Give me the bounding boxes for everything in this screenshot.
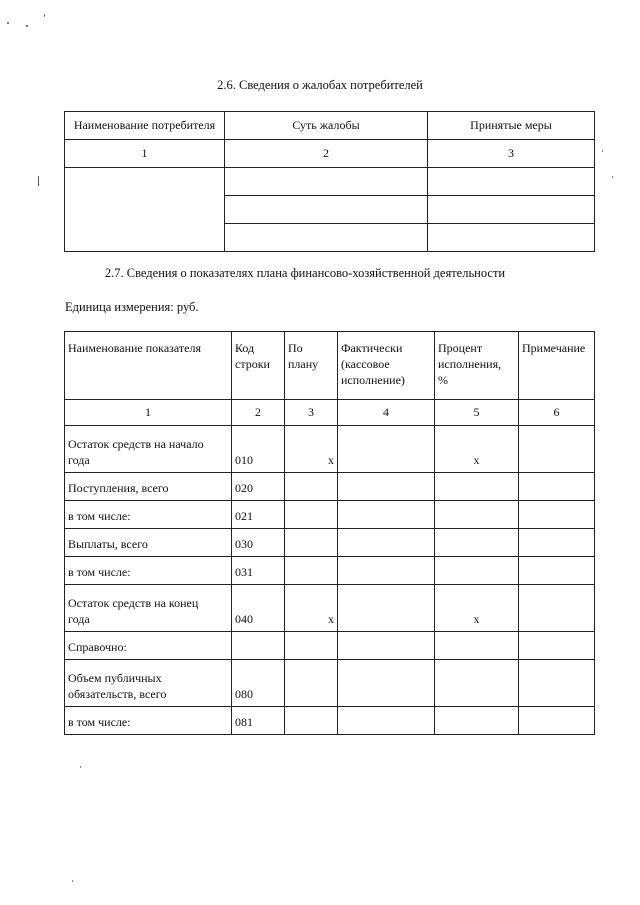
column-number: 6 — [519, 400, 595, 426]
complaints-header-row — [65, 112, 595, 140]
indicator-name: в том числе: — [65, 557, 232, 585]
scan-speck — [72, 880, 73, 882]
plan-value — [285, 660, 338, 707]
header-actual: Фактически (кассовое исполнение) — [338, 332, 435, 400]
plan-row — [65, 501, 595, 529]
plan-value — [285, 632, 338, 660]
section-26-title: 2.6. Сведения о жалобах потребителей — [217, 78, 423, 92]
note-value — [519, 660, 595, 707]
plan-value — [285, 501, 338, 529]
execution-percent — [435, 501, 519, 529]
complaint-cell — [225, 224, 428, 252]
note-value — [519, 501, 595, 529]
plan-row — [65, 473, 595, 501]
header-by-plan: По плану — [285, 332, 338, 400]
actual-value — [338, 529, 435, 557]
plan-rows — [65, 426, 595, 735]
line-code: 020 — [232, 473, 285, 501]
line-code: 010 — [232, 426, 285, 473]
section-27-title: 2.7. Сведения о показателях плана финансово-хозяйственной деятельности — [104, 266, 506, 280]
plan-value: x — [285, 585, 338, 632]
complaints-empty-row — [65, 168, 595, 196]
plan-header-row — [65, 332, 595, 400]
header-note: Примечание — [519, 332, 595, 400]
measures-cell — [428, 168, 595, 196]
execution-percent — [435, 529, 519, 557]
scan-speck — [7, 22, 9, 24]
column-number: 4 — [338, 400, 435, 426]
complaint-cell — [225, 196, 428, 224]
note-value — [519, 426, 595, 473]
execution-percent — [435, 473, 519, 501]
actual-value — [338, 707, 435, 735]
line-code: 031 — [232, 557, 285, 585]
scan-speck — [26, 25, 28, 27]
plan-row — [65, 557, 595, 585]
column-number: 2 — [232, 400, 285, 426]
execution-percent — [435, 557, 519, 585]
line-code: 080 — [232, 660, 285, 707]
financial-plan-table — [64, 331, 595, 735]
actual-value — [338, 501, 435, 529]
scan-speck — [44, 14, 45, 17]
execution-percent: x — [435, 585, 519, 632]
plan-row — [65, 426, 595, 473]
indicator-name: Остаток средств на начало года — [65, 426, 232, 473]
header-line-code: Код строки — [232, 332, 285, 400]
column-number: 5 — [435, 400, 519, 426]
scan-speck — [80, 766, 81, 768]
plan-row — [65, 529, 595, 557]
indicator-name: Справочно: — [65, 632, 232, 660]
line-code — [232, 632, 285, 660]
indicator-name: Выплаты, всего — [65, 529, 232, 557]
note-value — [519, 585, 595, 632]
header-indicator-name: Наименование показателя — [65, 332, 232, 400]
actual-value — [338, 585, 435, 632]
indicator-name: в том числе: — [65, 707, 232, 735]
scan-speck — [602, 150, 603, 152]
actual-value — [338, 426, 435, 473]
line-code: 081 — [232, 707, 285, 735]
column-number: 2 — [225, 140, 428, 168]
execution-percent — [435, 660, 519, 707]
scan-speck — [612, 176, 613, 178]
plan-row — [65, 585, 595, 632]
note-value — [519, 529, 595, 557]
header-execution-percent: Процент исполнения, % — [435, 332, 519, 400]
indicator-name: Остаток средств на конец года — [65, 585, 232, 632]
actual-value — [338, 632, 435, 660]
plan-row — [65, 660, 595, 707]
plan-value — [285, 557, 338, 585]
note-value — [519, 557, 595, 585]
actual-value — [338, 660, 435, 707]
note-value — [519, 632, 595, 660]
header-consumer-name: Наименование потребителя — [65, 112, 225, 140]
plan-row — [65, 632, 595, 660]
note-value — [519, 707, 595, 735]
plan-value — [285, 707, 338, 735]
scan-speck — [38, 176, 39, 186]
complaint-cell — [225, 168, 428, 196]
actual-value — [338, 557, 435, 585]
column-number: 3 — [285, 400, 338, 426]
line-code: 021 — [232, 501, 285, 529]
plan-row — [65, 707, 595, 735]
measures-cell — [428, 224, 595, 252]
consumer-name-cell — [65, 168, 225, 252]
indicator-name: в том числе: — [65, 501, 232, 529]
header-measures-taken: Принятые меры — [428, 112, 595, 140]
column-number: 1 — [65, 400, 232, 426]
column-number: 1 — [65, 140, 225, 168]
plan-value — [285, 529, 338, 557]
execution-percent: x — [435, 426, 519, 473]
execution-percent — [435, 707, 519, 735]
unit-of-measure: Единица измерения: руб. — [65, 300, 199, 314]
indicator-name: Объем публичных обязательств, всего — [65, 660, 232, 707]
execution-percent — [435, 632, 519, 660]
line-code: 030 — [232, 529, 285, 557]
line-code: 040 — [232, 585, 285, 632]
plan-value: x — [285, 426, 338, 473]
plan-value — [285, 473, 338, 501]
note-value — [519, 473, 595, 501]
column-number: 3 — [428, 140, 595, 168]
plan-number-row — [65, 400, 595, 426]
complaints-table — [64, 111, 595, 252]
measures-cell — [428, 196, 595, 224]
complaints-number-row — [65, 140, 595, 168]
header-complaint-essence: Суть жалобы — [225, 112, 428, 140]
indicator-name: Поступления, всего — [65, 473, 232, 501]
actual-value — [338, 473, 435, 501]
